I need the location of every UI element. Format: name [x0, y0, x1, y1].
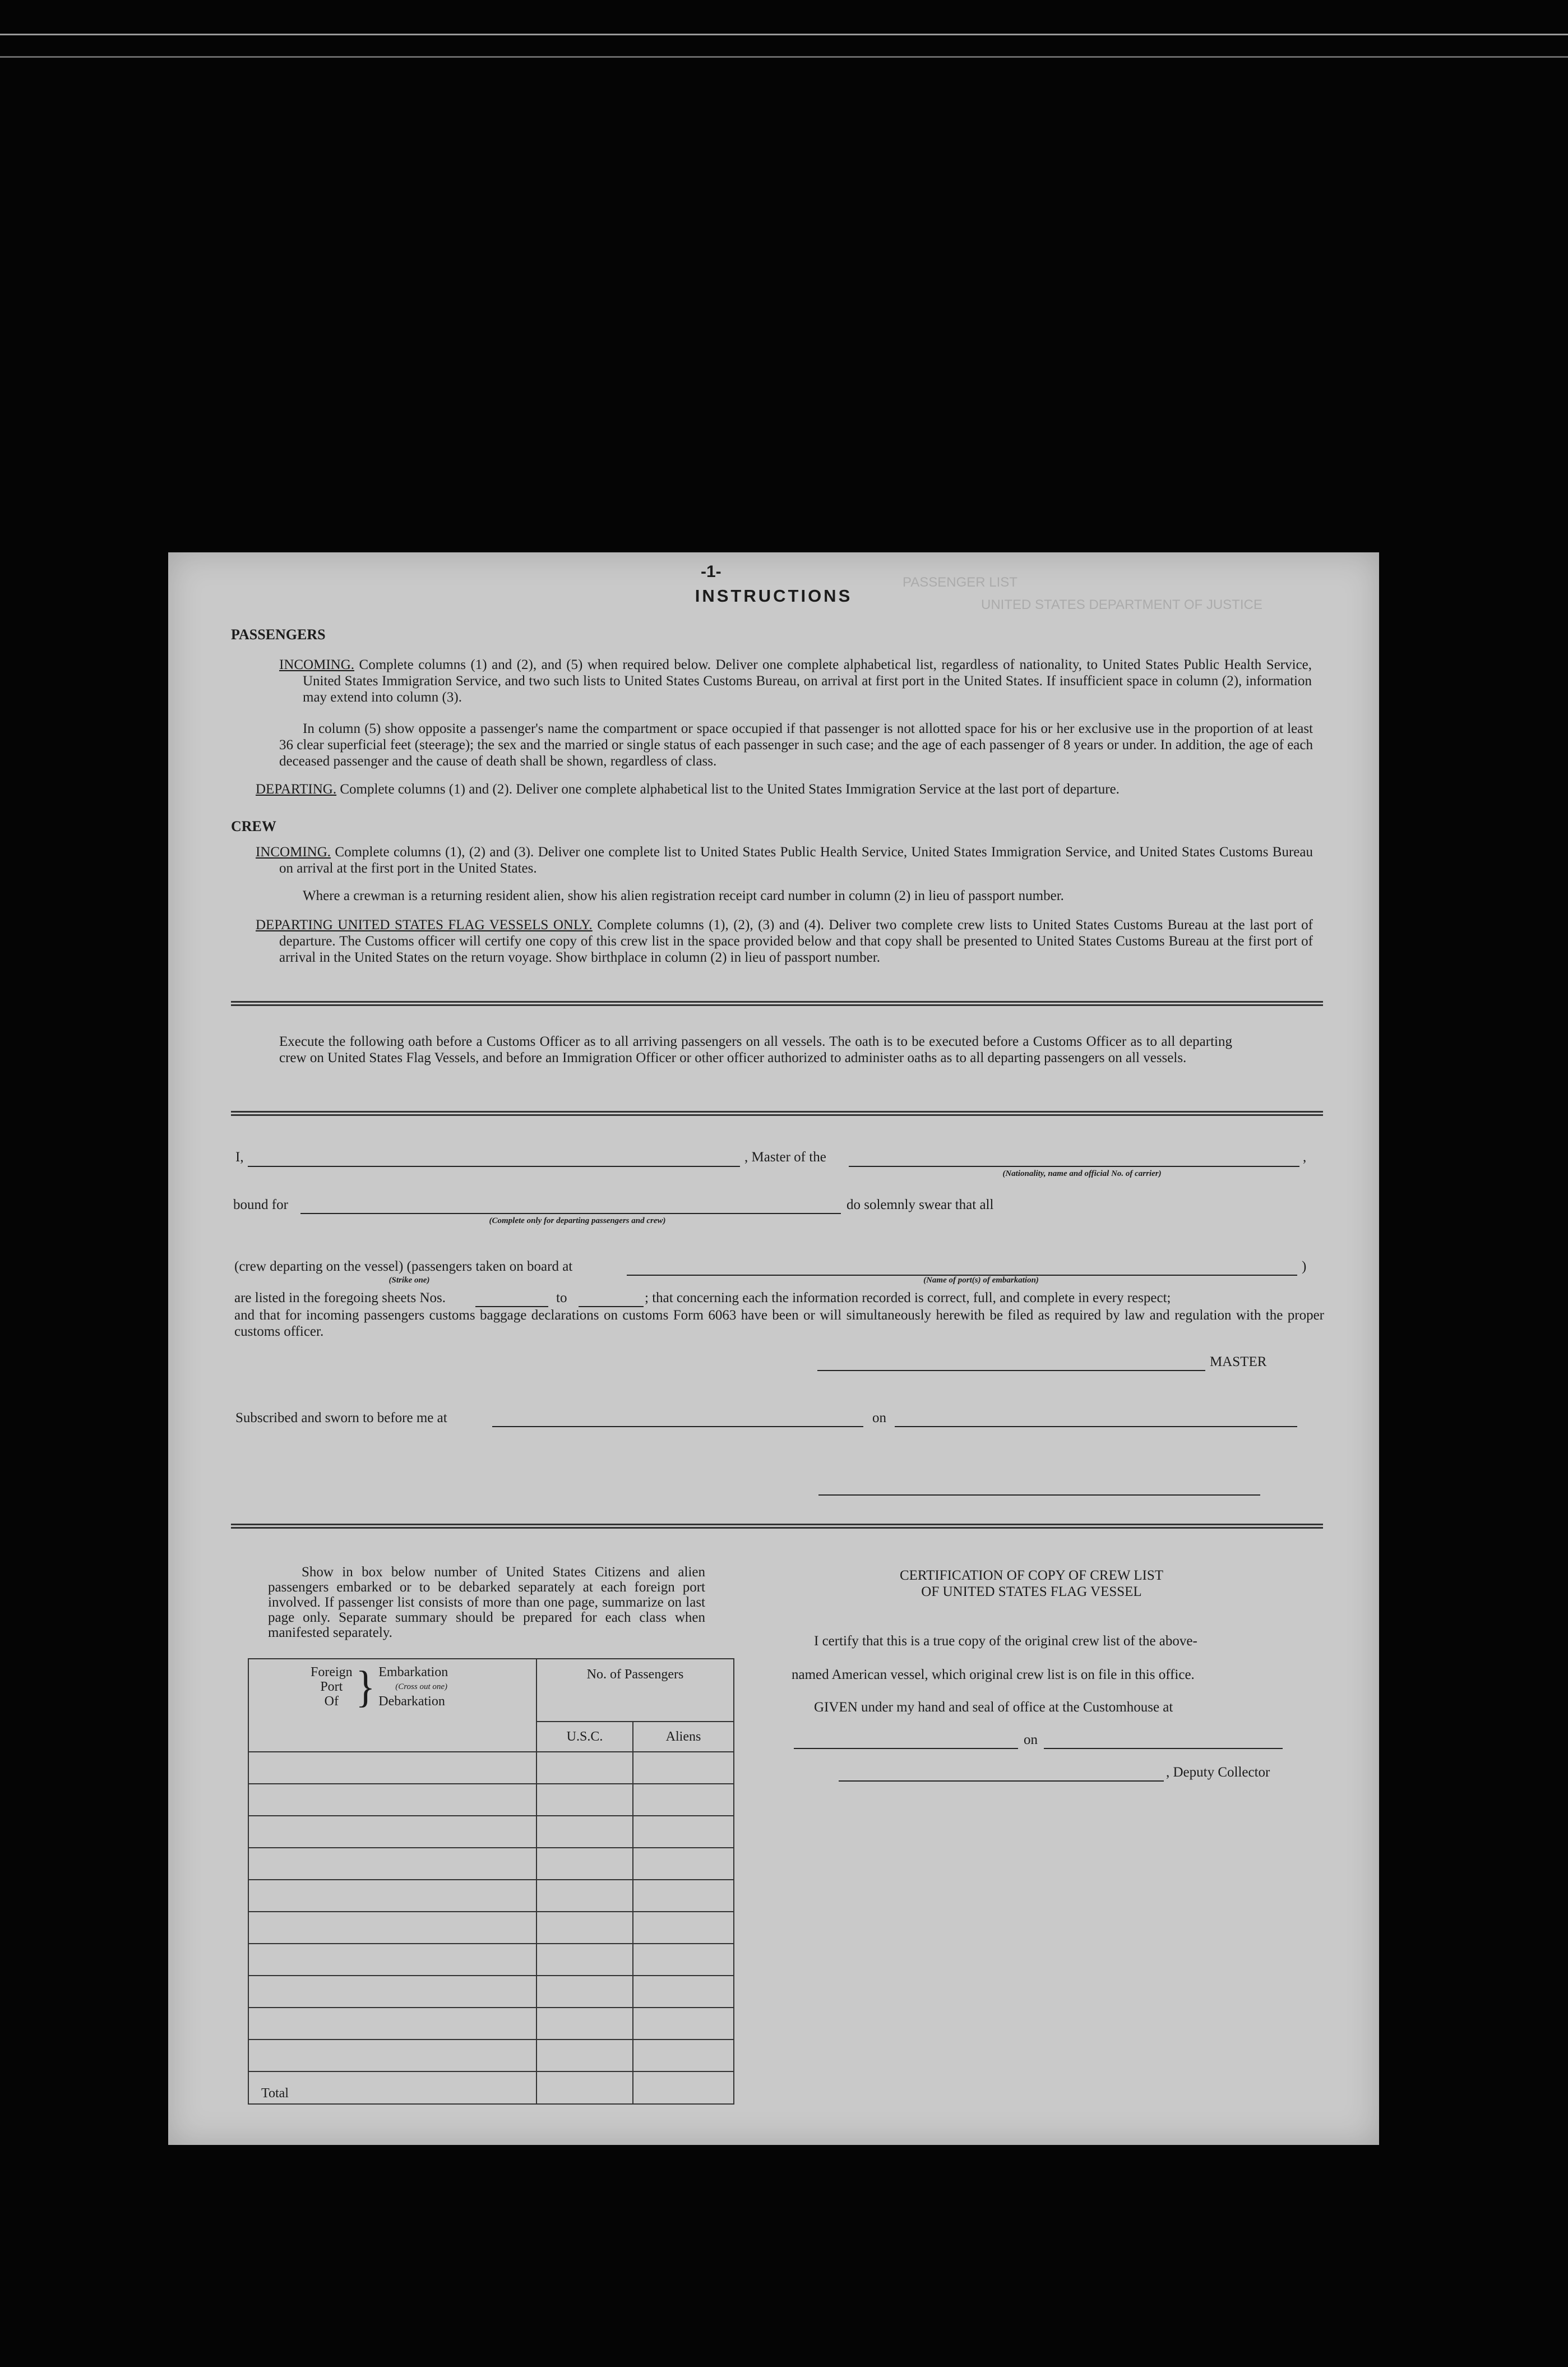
no-passengers-header: No. of Passengers — [536, 1659, 734, 1722]
passengers-incoming-lead: INCOMING. — [279, 657, 355, 672]
aliens-cell[interactable] — [633, 1816, 734, 1848]
port-cell[interactable] — [248, 1944, 536, 1976]
aliens-cell[interactable] — [633, 1880, 734, 1912]
port-header-cell — [248, 1659, 536, 1752]
sheet-to-label: to — [556, 1290, 567, 1305]
sheets-rest: ; that concerning each the information recorded is correct, full, and complete in every respect; — [645, 1290, 1171, 1305]
table-row — [248, 1848, 734, 1880]
crew-incoming-paragraph — [256, 844, 1313, 876]
film-edge-line — [0, 56, 1568, 58]
port-cell[interactable] — [248, 1816, 536, 1848]
port-cell[interactable] — [248, 1976, 536, 2008]
subscribed-on-label: on — [872, 1410, 886, 1425]
carrier-comma: , — [1303, 1150, 1307, 1165]
certification-title-line1: CERTIFICATION OF COPY OF CREW LIST — [899, 1568, 1164, 1583]
master-of-label: , Master of the — [744, 1150, 826, 1165]
passengers-departing-paragraph — [256, 781, 1321, 797]
brace: } — [355, 1662, 376, 1711]
table-row — [248, 1784, 734, 1816]
usc-cell[interactable] — [536, 2008, 633, 2040]
bleed-through-text: PASSENGER LIST — [903, 575, 1017, 590]
passengers-heading: PASSENGERS — [231, 626, 326, 643]
usc-cell[interactable] — [536, 1848, 633, 1880]
deputy-collector-label: , Deputy Collector — [1166, 1765, 1270, 1780]
strike-one-hint: (Strike one) — [388, 1276, 430, 1285]
divider — [231, 1111, 1323, 1116]
certify-line1: I certify that this is a true copy of the original crew list of the above- — [814, 1634, 1197, 1649]
bound-for-label: bound for — [233, 1197, 288, 1212]
baggage-text: and that for incoming passengers customs baggage declarations on customs Form 6063 have been or will simultaneously herewith be filed as required by law and regulation with the proper customs officer. — [234, 1308, 1324, 1339]
film-edge-line — [0, 34, 1568, 35]
passenger-summary-table — [248, 1658, 734, 2105]
usc-cell[interactable] — [536, 1752, 633, 1784]
port-cell[interactable] — [248, 1880, 536, 1912]
crew-flag-lead: DEPARTING UNITED STATES FLAG VESSELS ONLY. — [256, 917, 593, 933]
aliens-header: Aliens — [633, 1722, 734, 1752]
summary-rows — [248, 1752, 734, 2071]
passengers-departing-text: Complete columns (1) and (2). Deliver one complete alphabetical list to the United States Immigration Service at the last port of departure. — [340, 782, 1120, 797]
of-label: Of — [324, 1694, 339, 1709]
certification-title-line2: OF UNITED STATES FLAG VESSEL — [921, 1584, 1142, 1599]
subscribed-place-field[interactable] — [492, 1426, 863, 1427]
aliens-cell[interactable] — [633, 1784, 734, 1816]
usc-cell[interactable] — [536, 1912, 633, 1944]
certification-on-label: on — [1024, 1732, 1038, 1747]
crew-incoming-text: Complete columns (1), (2) and (3). Deliver one complete list to United States Public Health Service, United States Immigration Service, and United States Customs Bureau on arrival at the first port in the United States. — [279, 845, 1313, 876]
customhouse-field[interactable] — [794, 1748, 1018, 1749]
crew-heading: CREW — [231, 818, 276, 834]
total-label: Total — [248, 2071, 536, 2104]
crew-resident-paragraph: Where a crewman is a returning resident alien, show his alien registration receipt card number in column (2) in lieu of passport number. — [303, 888, 1064, 903]
bound-for-hint: (Complete only for departing passengers and crew) — [489, 1216, 666, 1225]
usc-header: U.S.C. — [536, 1722, 633, 1752]
swear-label: do solemnly swear that all — [847, 1197, 994, 1212]
divider — [231, 1001, 1323, 1006]
crew-incoming-lead: INCOMING. — [256, 845, 331, 860]
bound-for-field[interactable] — [300, 1213, 841, 1214]
oath-intro: Execute the following oath before a Customs Officer as to all arriving passengers on all vessels. The oath is to be executed before a Customs Officer as to all departing crew on United States Flag Vessels, and before an Immigration Officer or other officer authorized to administer oaths as to all departing passengers on all vessels. — [279, 1034, 1232, 1065]
aliens-cell[interactable] — [633, 1848, 734, 1880]
port-label: Port — [320, 1679, 343, 1694]
column5-paragraph: In column (5) show opposite a passenger's name the compartment or space occupied if that passenger is not allotted space for his or her exclusive use in the proportion of at least 36 clear superficial feet (steerage); the sex and the married or single status of each passenger in such case; and the age of each passenger of 8 years or under. In addition, the age of each deceased passenger and the cause of death shall be shown, regardless of class. — [279, 721, 1313, 769]
given-line: GIVEN under my hand and seal of office at the Customhouse at — [814, 1700, 1173, 1715]
subscribed-date-field[interactable] — [895, 1426, 1297, 1427]
aliens-cell[interactable] — [633, 1976, 734, 2008]
certify-line2: named American vessel, which original crew list is on file in this office. — [792, 1667, 1195, 1682]
master-label: MASTER — [1210, 1354, 1267, 1369]
summary-instruction: Show in box below number of United States Citizens and alien passengers embarked or to be debarked separately at each foreign port involved. If passenger list consists of more than one page, summarize on last page only. Separate summary should be prepared for each class when manifested separately. — [268, 1565, 705, 1640]
usc-cell[interactable] — [536, 1784, 633, 1816]
subscribed-label: Subscribed and sworn to before me at — [235, 1410, 447, 1425]
sheets-label: are listed in the foregoing sheets Nos. — [234, 1290, 446, 1305]
table-row — [248, 1944, 734, 1976]
port-cell[interactable] — [248, 2008, 536, 2040]
divider — [231, 1524, 1323, 1529]
page-title: INSTRUCTIONS — [695, 586, 853, 606]
usc-cell[interactable] — [536, 1816, 633, 1848]
debarkation-label: Debarkation — [378, 1694, 445, 1709]
cross-out-hint: (Cross out one) — [395, 1682, 448, 1691]
aliens-cell[interactable] — [633, 1752, 734, 1784]
bleed-through-text: UNITED STATES DEPARTMENT OF JUSTICE — [981, 597, 1262, 612]
page-mark: -1- — [701, 562, 721, 581]
certification-title — [858, 1567, 1205, 1600]
total-usc-cell[interactable] — [536, 2071, 633, 2104]
foreign-label: Foreign — [311, 1665, 353, 1679]
table-row — [248, 1816, 734, 1848]
carrier-field[interactable] — [849, 1166, 1299, 1167]
document-page — [168, 552, 1379, 2145]
passengers-departing-lead: DEPARTING. — [256, 782, 337, 797]
crew-flag-paragraph — [256, 917, 1313, 966]
table-row — [248, 2040, 734, 2071]
table-row — [248, 2008, 734, 2040]
usc-cell[interactable] — [536, 1976, 633, 2008]
embarkation-close-paren: ) — [1302, 1259, 1307, 1274]
port-cell[interactable] — [248, 2040, 536, 2071]
embarkation-hint: (Name of port(s) of embarkation) — [923, 1276, 1039, 1285]
port-cell[interactable] — [248, 1752, 536, 1784]
usc-cell[interactable] — [536, 2040, 633, 2071]
table-row — [248, 1976, 734, 2008]
aliens-cell[interactable] — [633, 1944, 734, 1976]
embarkation-label: Embarkation — [378, 1665, 448, 1679]
total-row — [248, 2071, 734, 2104]
passengers-incoming-text: Complete columns (1) and (2), and (5) when required below. Deliver one complete alphabetical list, regardless of nationality, to United States Public Health Service, United States Immigration Service, and two such lists to United States Customs Bureau, on arrival at first port in the United States. If insufficient space in column (2), information may extend into column (3). — [303, 657, 1312, 705]
master-name-field[interactable] — [248, 1166, 740, 1167]
table-row — [248, 1752, 734, 1784]
usc-cell[interactable] — [536, 1880, 633, 1912]
master-signature-field[interactable] — [817, 1370, 1205, 1371]
crew-flag-text: Complete columns (1), (2), (3) and (4). Deliver two complete crew lists to United States Customs Bureau at the last port of departure. The Customs officer will certify one copy of this crew list in the space provided below and that copy shall be presented to United States Customs Bureau at the first port of arrival in the United States on the return voyage. Show birthplace in column (2) in lieu of passport number. — [279, 917, 1313, 965]
table-row — [248, 1880, 734, 1912]
port-cell[interactable] — [248, 1848, 536, 1880]
oath-i-label: I, — [235, 1150, 244, 1165]
aliens-cell[interactable] — [633, 1912, 734, 1944]
crew-departing-label: (crew departing on the vessel) (passengers taken on board at — [234, 1259, 573, 1274]
table-row — [248, 1912, 734, 1944]
aliens-cell[interactable] — [633, 2040, 734, 2071]
deputy-collector-signature-field[interactable] — [839, 1780, 1164, 1782]
port-cell[interactable] — [248, 1912, 536, 1944]
aliens-cell[interactable] — [633, 2008, 734, 2040]
port-cell[interactable] — [248, 1784, 536, 1816]
certification-date-field[interactable] — [1044, 1748, 1283, 1749]
total-aliens-cell[interactable] — [633, 2071, 734, 2104]
officer-signature-field[interactable] — [818, 1494, 1260, 1496]
carrier-hint: (Nationality, name and official No. of carrier) — [1002, 1169, 1162, 1178]
passengers-incoming-paragraph — [279, 657, 1312, 705]
usc-cell[interactable] — [536, 1944, 633, 1976]
